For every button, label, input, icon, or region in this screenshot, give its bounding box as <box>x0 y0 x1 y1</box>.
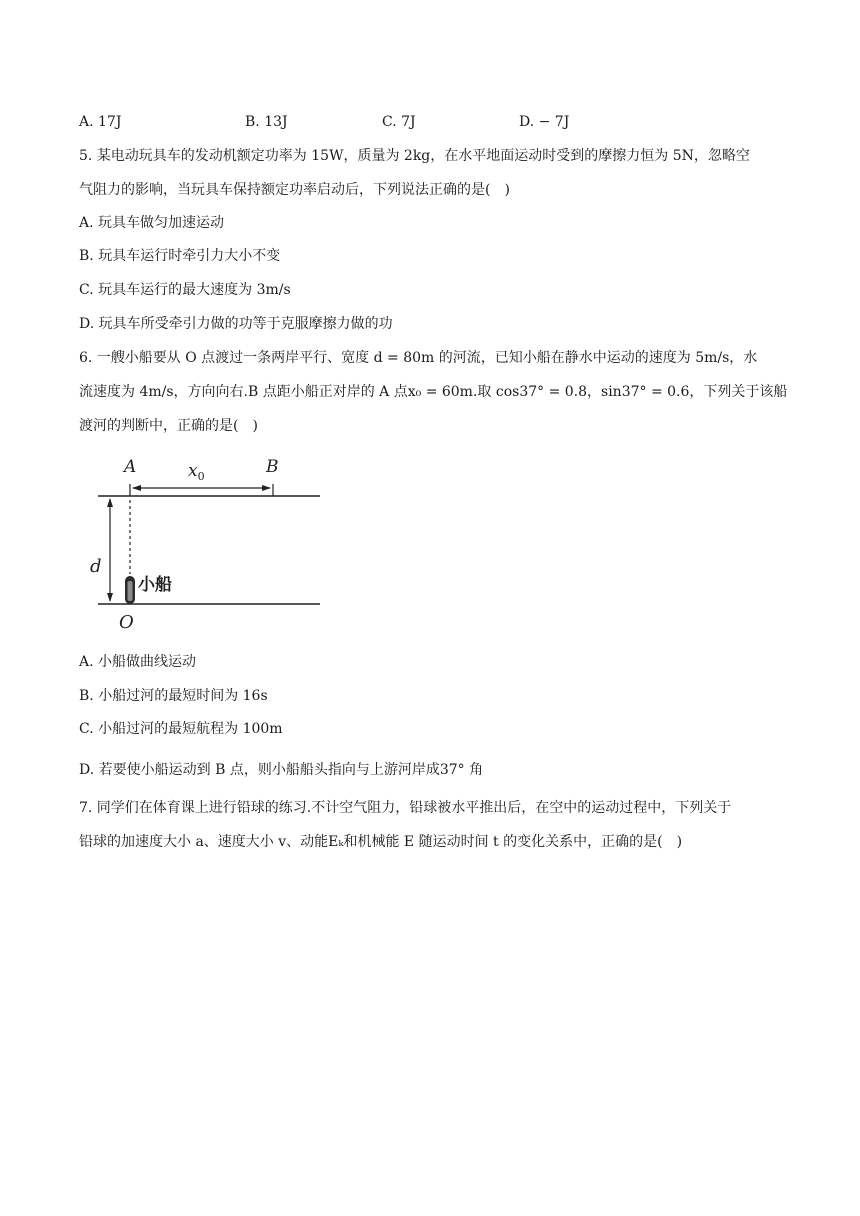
q6-stem-line-1: 6. 一艘小船要从 O 点渡过一条两岸平行、宽度 d = 80m 的河流，已知小船在静水中运动的速度为 5m/s，水 <box>79 350 758 366</box>
q4-option-c: C. 7J <box>382 114 416 130</box>
q4-option-d: D. − 7J <box>519 114 570 130</box>
q4-option-a: A. 17J <box>79 114 122 130</box>
q6-option-d: D. 若要使小船运动到 B 点，则小船船头指向与上游河岸成37° 角 <box>79 762 484 778</box>
label-x0: $x_0$ <box>188 461 205 483</box>
label-d: d <box>90 556 102 577</box>
q5-stem-line-2: 气阻力的影响，当玩具车保持额定功率启动后，下列说法正确的是( ) <box>79 182 510 198</box>
label-a: A <box>124 457 137 477</box>
q5-option-b: B. 玩具车运行时牵引力大小不变 <box>79 248 281 264</box>
q6-stem-line-3: 渡河的判断中，正确的是( ) <box>79 418 258 434</box>
q5-option-d: D. 玩具车所受牵引力做的功等于克服摩擦力做的功 <box>79 316 393 332</box>
q6-option-b: B. 小船过河的最短时间为 16s <box>79 688 268 704</box>
q7-stem-line-2: 铅球的加速度大小 a、速度大小 v、动能Eₖ和机械能 E 随运动时间 t 的变化关系中，正确的是( ) <box>79 834 683 850</box>
q5-stem-line-1: 5. 某电动玩具车的发动机额定功率为 15W，质量为 2kg，在水平地面运动时受到的摩擦力恒为 5N，忽略空 <box>79 148 750 164</box>
river-diagram <box>80 450 340 640</box>
q7-stem-line-1: 7. 同学们在体育课上进行铅球的练习.不计空气阻力，铅球被水平推出后，在空中的运动过程中，下列关于 <box>79 800 732 816</box>
boat-icon <box>125 576 135 604</box>
label-o: O <box>119 612 134 633</box>
q5-option-c: C. 玩具车运行的最大速度为 3m/s <box>79 282 291 298</box>
label-b: B <box>266 457 279 477</box>
q6-option-c: C. 小船过河的最短航程为 100m <box>79 721 283 737</box>
label-boat: 小船 <box>138 575 172 595</box>
q4-options <box>0 112 860 132</box>
q5-option-a: A. 玩具车做匀加速运动 <box>79 215 225 231</box>
q6-option-a: A. 小船做曲线运动 <box>79 654 197 670</box>
q4-option-b: B. 13J <box>245 114 288 130</box>
river-crossing-figure <box>80 450 340 640</box>
q6-stem-line-2: 流速度为 4m/s，方向向右.B 点距小船正对岸的 A 点x₀ = 60m.取 cos37° = 0.8，sin37° = 0.6，下列关于该船 <box>79 384 788 400</box>
